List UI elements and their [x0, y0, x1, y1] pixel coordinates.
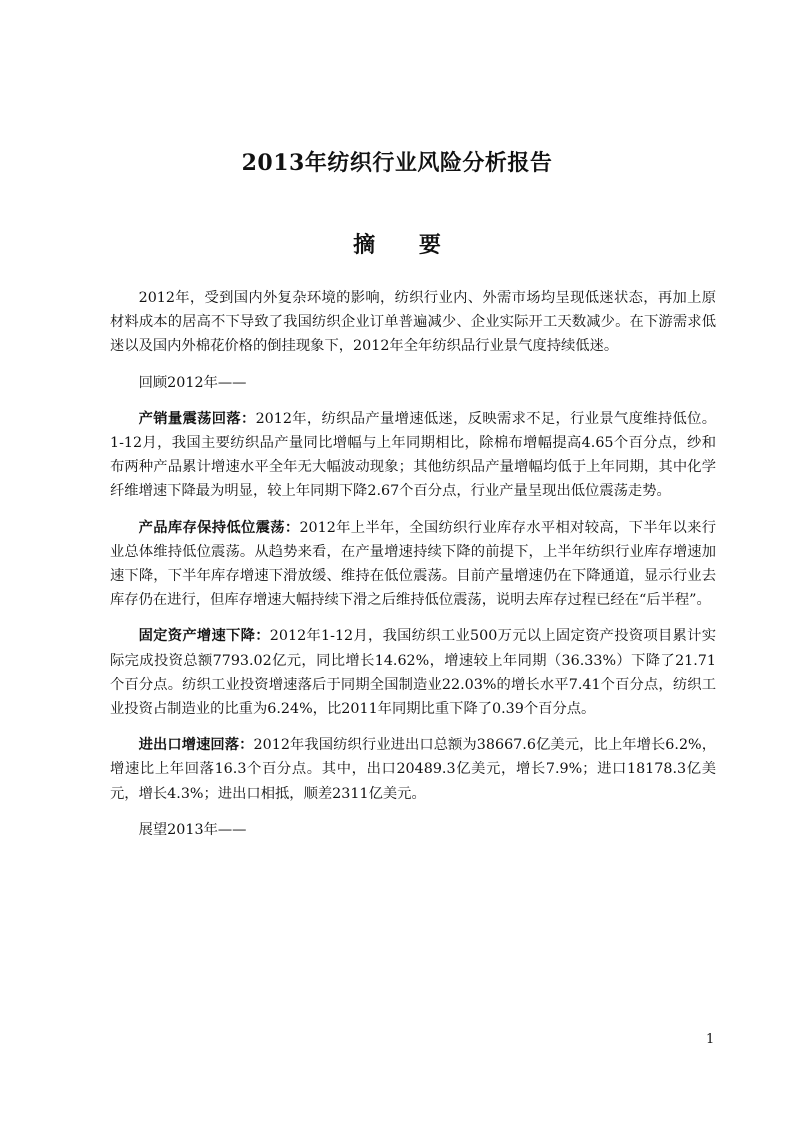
fixed-assets-lead: 固定资产增速下降： — [138, 628, 270, 645]
fixed-assets-paragraph — [110, 624, 716, 721]
outlook-label: 展望2013年—— — [138, 821, 247, 838]
inventory-paragraph — [110, 516, 716, 613]
review-label: 回顾2012年—— — [138, 374, 247, 391]
document-title: 2013年纺织行业风险分析报告 — [241, 150, 553, 176]
document-body — [110, 286, 716, 854]
production-sales-text: 2012年，纺织品产量增速低迷，反映需求不足，行业景气度维持低位。1-12月，我国主要纺织品产量同比增幅与上年同期相比，除棉布增幅提高4.65个百分点，纱和布两种产品累计增速水平全年无大幅波动现象；其他纺织品产量增幅均低于上年同期，其中化学纤维增速下降最为明显，较上年同期下降2.67个百分点，行业产量呈现出低位震荡走势。 — [110, 410, 716, 500]
production-sales-paragraph — [110, 407, 716, 504]
production-sales-lead: 产销量震荡回落： — [138, 410, 256, 427]
page-number: 1 — [706, 1032, 715, 1047]
inventory-lead: 产品库存保持低位震荡： — [138, 519, 300, 536]
import-export-paragraph — [110, 733, 716, 806]
inventory-text: 2012年上半年，全国纺织行业库存水平相对较高，下半年以来行业总体维持低位震荡。从趋势来看，在产量增速持续下降的前提下，上半年纺织行业库存增速加速下降，下半年库存增速下滑放缓、维持在低位震荡。目前产量增速仍在下降通道，显示行业去库存仍在进行，但库存增速大幅持续下滑之后维持低位震荡，说明去库存过程已经在“后半程”。 — [110, 519, 716, 609]
import-export-lead: 进出口增速回落： — [138, 737, 254, 754]
abstract-heading: 摘 要 — [353, 232, 459, 258]
import-export-text: 2012年我国纺织行业进出口总额为38667.6亿美元，比上年增长6.2%，增速比上年回落16.3个百分点。其中，出口20489.3亿美元，增长7.9%；进口18178.3亿美元，增长4.3%；进出口相抵，顺差2311亿美元。 — [110, 737, 716, 802]
fixed-assets-text: 2012年1-12月，我国纺织工业500万元以上固定资产投资项目累计实际完成投资总额7793.02亿元，同比增长14.62%，增速较上年同期（36.33%）下降了21.71个百分点。纺织工业投资增速落后于同期全国制造业22.03%的增长水平7.41个百分点，纺织工业投资占制造业的比重为6.24%，比2011年同期比重下降了0.39个百分点。 — [110, 628, 717, 718]
intro-paragraph: 2012年，受到国内外复杂环境的影响，纺织行业内、外需市场均呈现低迷状态，再加上原材料成本的居高不下导致了我国纺织企业订单普遍减少、企业实际开工天数减少。在下游需求低迷以及国内外棉花价格的倒挂现象下，2012年全年纺织品行业景气度持续低迷。 — [110, 290, 716, 355]
